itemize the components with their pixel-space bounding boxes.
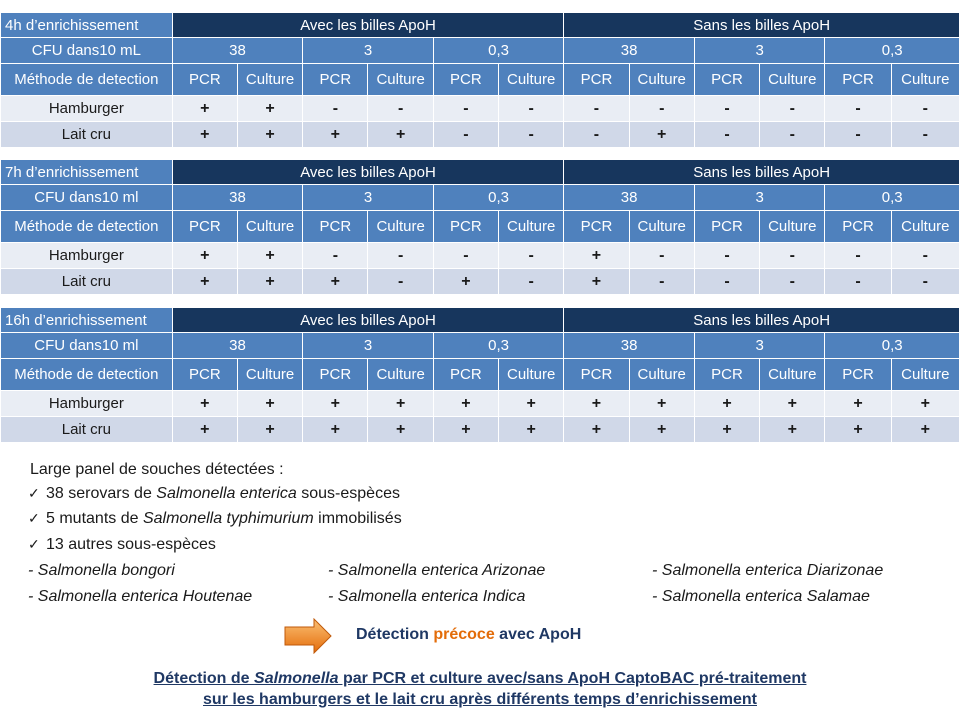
- result-cell: +: [172, 122, 237, 148]
- result-cell: +: [237, 269, 302, 295]
- group-with-apoh: Avec les billes ApoH: [172, 308, 564, 333]
- cfu-label: CFU dans10 ml: [1, 185, 173, 211]
- method-cell: PCR: [825, 64, 891, 96]
- method-label: Méthode de detection: [1, 359, 173, 391]
- result-cell: -: [433, 122, 498, 148]
- table-row: [1, 269, 960, 295]
- result-cell: -: [891, 243, 959, 269]
- method-cell: PCR: [564, 64, 629, 96]
- result-cell: -: [760, 269, 825, 295]
- result-cell: +: [825, 417, 891, 443]
- method-cell: PCR: [564, 211, 629, 243]
- result-cell: +: [629, 391, 694, 417]
- caption-species: Salmonella: [254, 670, 339, 687]
- method-cell: Culture: [891, 359, 959, 391]
- result-cell: -: [499, 122, 564, 148]
- result-cell: +: [237, 391, 302, 417]
- result-cell: +: [891, 417, 959, 443]
- method-cell: PCR: [172, 64, 237, 96]
- cfu-value: 0,3: [825, 185, 960, 211]
- result-cell: +: [760, 391, 825, 417]
- group-with-apoh: Avec les billes ApoH: [172, 160, 564, 185]
- method-cell: Culture: [499, 211, 564, 243]
- result-cell: +: [694, 391, 759, 417]
- result-cell: +: [172, 417, 237, 443]
- result-cell: +: [368, 417, 433, 443]
- result-cell: -: [825, 122, 891, 148]
- method-cell: PCR: [564, 359, 629, 391]
- result-cell: +: [368, 391, 433, 417]
- result-cell: +: [237, 122, 302, 148]
- method-cell: Culture: [368, 359, 433, 391]
- result-cell: +: [237, 417, 302, 443]
- result-cell: -: [891, 269, 959, 295]
- result-cell: -: [694, 269, 759, 295]
- result-cell: -: [564, 122, 629, 148]
- cfu-value: 3: [694, 185, 825, 211]
- check-item-text: 5 mutants de: [46, 510, 143, 527]
- strain-item: - Salmonella enterica Diarizonae: [652, 562, 884, 579]
- result-cell: +: [499, 391, 564, 417]
- cfu-label: CFU dans10 ml: [1, 333, 173, 359]
- strain-item: - Salmonella enterica Arizonae: [328, 562, 546, 579]
- result-cell: +: [433, 391, 498, 417]
- method-cell: Culture: [760, 64, 825, 96]
- result-cell: +: [433, 417, 498, 443]
- method-cell: PCR: [694, 211, 759, 243]
- strain-item: - Salmonella enterica Indica: [328, 588, 526, 605]
- table-row: [1, 122, 960, 148]
- result-cell: +: [368, 122, 433, 148]
- result-cell: -: [368, 269, 433, 295]
- method-cell: Culture: [499, 64, 564, 96]
- method-cell: Culture: [237, 64, 302, 96]
- result-cell: -: [499, 96, 564, 122]
- result-cell: -: [891, 96, 959, 122]
- method-cell: PCR: [433, 211, 498, 243]
- cfu-label: CFU dans10 mL: [1, 38, 173, 64]
- caption-text: Détection de: [153, 670, 255, 687]
- result-cell: -: [303, 96, 368, 122]
- result-cell: +: [825, 391, 891, 417]
- row-label: Lait cru: [1, 122, 173, 148]
- detection-statement: [356, 626, 581, 644]
- caption-line-2: sur les hamburgers et le lait cru après différents temps d’enrichissement: [203, 691, 757, 708]
- cfu-value: 3: [303, 38, 434, 64]
- result-cell: -: [629, 269, 694, 295]
- row-label: Hamburger: [1, 391, 173, 417]
- group-without-apoh: Sans les billes ApoH: [564, 160, 960, 185]
- method-cell: PCR: [303, 359, 368, 391]
- result-cell: -: [760, 96, 825, 122]
- result-cell: +: [629, 122, 694, 148]
- table-row: [1, 243, 960, 269]
- cfu-value: 3: [303, 333, 434, 359]
- method-cell: PCR: [694, 359, 759, 391]
- result-cell: -: [891, 122, 959, 148]
- result-cell: +: [303, 269, 368, 295]
- cfu-value: 0,3: [433, 38, 564, 64]
- result-cell: -: [825, 96, 891, 122]
- check-item-text: 38 serovars de: [46, 485, 157, 502]
- check-icon: ✓: [28, 485, 40, 501]
- check-item-text: sous-espèces: [296, 485, 400, 502]
- method-cell: PCR: [694, 64, 759, 96]
- cfu-value: 0,3: [433, 185, 564, 211]
- cfu-value: 38: [172, 185, 303, 211]
- strain-item: - Salmonella enterica Houtenae: [28, 588, 253, 605]
- method-cell: PCR: [433, 359, 498, 391]
- method-cell: Culture: [237, 211, 302, 243]
- enrichment-time-title: 7h d’enrichissement: [1, 160, 173, 185]
- result-cell: +: [172, 391, 237, 417]
- cfu-value: 3: [694, 38, 825, 64]
- detection-highlight: précoce: [433, 626, 495, 643]
- result-cell: -: [694, 122, 759, 148]
- method-label: Méthode de detection: [1, 64, 173, 96]
- group-without-apoh: Sans les billes ApoH: [564, 308, 960, 333]
- result-cell: -: [760, 122, 825, 148]
- method-cell: Culture: [760, 359, 825, 391]
- result-cell: -: [694, 96, 759, 122]
- result-cell: -: [760, 243, 825, 269]
- result-cell: +: [172, 269, 237, 295]
- method-cell: PCR: [172, 211, 237, 243]
- result-cell: -: [433, 243, 498, 269]
- result-cell: -: [499, 269, 564, 295]
- method-cell: Culture: [760, 211, 825, 243]
- result-cell: +: [499, 417, 564, 443]
- result-cell: -: [694, 243, 759, 269]
- check-item-species: Salmonella enterica: [156, 485, 297, 502]
- method-cell: Culture: [629, 359, 694, 391]
- method-cell: Culture: [891, 64, 959, 96]
- check-item: [28, 485, 400, 503]
- result-cell: +: [303, 417, 368, 443]
- group-without-apoh: Sans les billes ApoH: [564, 13, 960, 38]
- enrichment-time-title: 16h d’enrichissement: [1, 308, 173, 333]
- method-cell: Culture: [368, 211, 433, 243]
- group-with-apoh: Avec les billes ApoH: [172, 13, 564, 38]
- result-cell: +: [237, 243, 302, 269]
- result-cell: -: [368, 243, 433, 269]
- check-item: [28, 536, 216, 554]
- result-cell: -: [629, 96, 694, 122]
- result-cell: +: [564, 391, 629, 417]
- result-cell: -: [368, 96, 433, 122]
- method-cell: Culture: [629, 64, 694, 96]
- detection-text: avec ApoH: [494, 626, 582, 643]
- check-icon: ✓: [28, 536, 40, 552]
- result-cell: +: [303, 122, 368, 148]
- table-row: [1, 417, 960, 443]
- cfu-value: 3: [303, 185, 434, 211]
- right-arrow-icon: [284, 618, 332, 654]
- result-cell: -: [629, 243, 694, 269]
- result-cell: +: [564, 243, 629, 269]
- result-cell: +: [564, 269, 629, 295]
- result-cell: -: [825, 243, 891, 269]
- cfu-value: 38: [172, 38, 303, 64]
- cfu-value: 38: [564, 185, 695, 211]
- check-item-species: Salmonella typhimurium: [142, 510, 314, 527]
- method-cell: PCR: [172, 359, 237, 391]
- method-cell: PCR: [825, 211, 891, 243]
- cfu-value: 38: [172, 333, 303, 359]
- check-icon: ✓: [28, 510, 40, 526]
- result-cell: +: [237, 96, 302, 122]
- method-cell: PCR: [825, 359, 891, 391]
- result-cell: -: [499, 243, 564, 269]
- table-row: [1, 96, 960, 122]
- cfu-value: 0,3: [825, 38, 960, 64]
- method-cell: PCR: [303, 64, 368, 96]
- check-item: [28, 510, 402, 528]
- cfu-value: 38: [564, 38, 695, 64]
- result-cell: -: [825, 269, 891, 295]
- method-label: Méthode de detection: [1, 211, 173, 243]
- method-cell: Culture: [629, 211, 694, 243]
- method-cell: Culture: [891, 211, 959, 243]
- row-label: Hamburger: [1, 243, 173, 269]
- detection-text: Détection: [356, 626, 434, 643]
- strain-item: - Salmonella bongori: [28, 562, 175, 579]
- row-label: Hamburger: [1, 96, 173, 122]
- result-cell: -: [433, 96, 498, 122]
- strain-item: - Salmonella enterica Salamae: [652, 588, 870, 605]
- cfu-value: 0,3: [433, 333, 564, 359]
- results-table-7h: [0, 159, 960, 295]
- caption-text: par PCR et culture avec/sans ApoH CaptoBAC pré-traitement: [338, 670, 807, 687]
- result-cell: +: [694, 417, 759, 443]
- method-cell: PCR: [433, 64, 498, 96]
- results-table-4h: [0, 12, 960, 148]
- table-row: [1, 391, 960, 417]
- method-cell: Culture: [499, 359, 564, 391]
- result-cell: +: [303, 391, 368, 417]
- result-cell: +: [891, 391, 959, 417]
- cfu-value: 3: [694, 333, 825, 359]
- check-item-text: 13 autres sous-espèces: [46, 536, 216, 553]
- enrichment-time-title: 4h d’enrichissement: [1, 13, 173, 38]
- cfu-value: 38: [564, 333, 695, 359]
- caption-line-1: [0, 669, 960, 689]
- method-cell: Culture: [368, 64, 433, 96]
- result-cell: +: [172, 96, 237, 122]
- cfu-value: 0,3: [825, 333, 960, 359]
- method-cell: PCR: [303, 211, 368, 243]
- result-cell: +: [433, 269, 498, 295]
- row-label: Lait cru: [1, 417, 173, 443]
- row-label: Lait cru: [1, 269, 173, 295]
- result-cell: +: [564, 417, 629, 443]
- result-cell: -: [303, 243, 368, 269]
- result-cell: +: [760, 417, 825, 443]
- method-cell: Culture: [237, 359, 302, 391]
- check-item-text: immobilisés: [313, 510, 402, 527]
- result-cell: +: [172, 243, 237, 269]
- results-table-16h: [0, 307, 960, 443]
- result-cell: -: [564, 96, 629, 122]
- panel-heading: Large panel de souches détectées :: [30, 461, 284, 478]
- result-cell: +: [629, 417, 694, 443]
